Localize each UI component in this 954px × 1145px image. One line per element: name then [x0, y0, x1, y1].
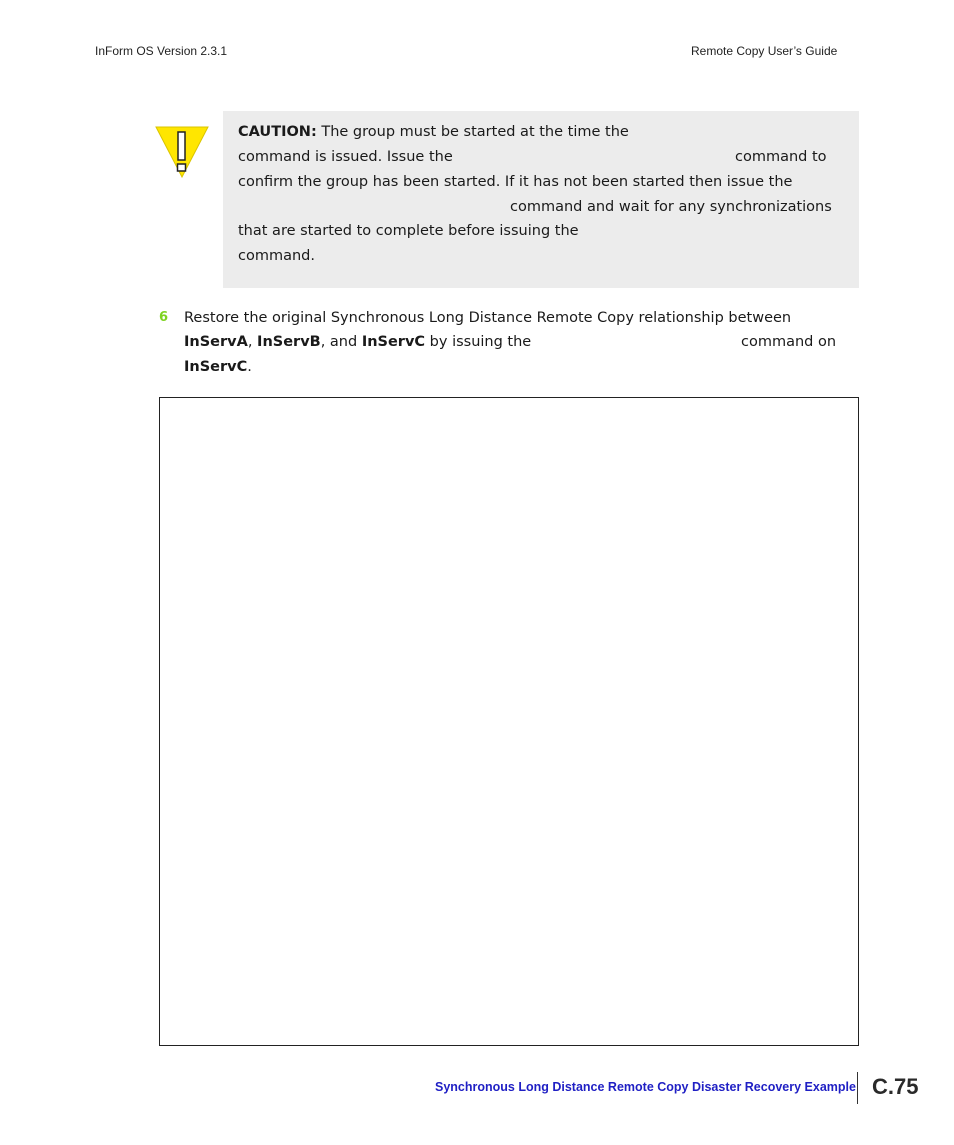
- caution-text-1: The group must be started at the time the: [321, 124, 629, 140]
- caution-line-4: command and wait for any synchronizations: [510, 199, 832, 215]
- footer-divider: [857, 1072, 858, 1104]
- footer-section-title: Synchronous Long Distance Remote Copy Disaster Recovery Example: [435, 1080, 856, 1094]
- step-line-1: Restore the original Synchronous Long Distance Remote Copy relationship between: [184, 310, 792, 326]
- caution-line-2b: command to: [735, 149, 827, 165]
- inserv-c-name-2: InServC: [184, 359, 248, 375]
- caution-label: CAUTION:: [238, 124, 317, 140]
- caution-line-3: confirm the group has been started. If it has not been started then issue the: [238, 174, 793, 190]
- inserv-a-name: InServA: [184, 334, 248, 350]
- step-by-issuing: by issuing the: [429, 334, 532, 350]
- running-header-right: Remote Copy User’s Guide: [691, 44, 838, 58]
- page-number: C.75: [872, 1074, 919, 1099]
- inserv-c-name: InServC: [361, 334, 426, 350]
- step-line-3: [184, 358, 252, 376]
- code-example-frame: [159, 397, 859, 1046]
- caution-line-1: [238, 123, 629, 141]
- step-period: .: [247, 359, 252, 375]
- inserv-b-name: InServB: [257, 334, 321, 350]
- warning-icon: [155, 126, 209, 178]
- step-command-on: command on: [741, 334, 837, 350]
- step-separator-2: , and: [320, 334, 358, 350]
- step-number: 6: [159, 310, 169, 325]
- step-separator-1: ,: [247, 334, 253, 350]
- step-line-2: [184, 333, 531, 351]
- running-header-left: InForm OS Version 2.3.1: [95, 44, 228, 58]
- caution-line-2a: command is issued. Issue the: [238, 149, 453, 165]
- caution-line-5: that are started to complete before issuing the: [238, 223, 579, 239]
- caution-line-6: command.: [238, 248, 315, 264]
